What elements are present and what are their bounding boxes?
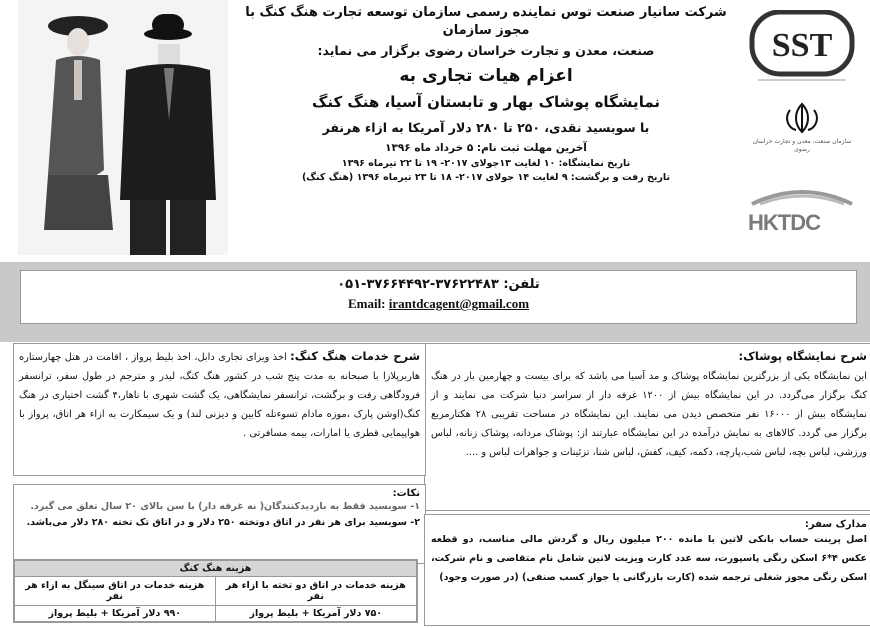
note-item-2: ۲- سوبسید برای هر نفر در اتاق دوتخته ۲۵۰ دلار و در اتاق تک تخته ۲۸۰ دلار می‌باشد.: [26, 517, 420, 528]
travel-dates: تاریخ رفت و برگشت: ۹ لغایت ۱۴ جولای ۲۰۱۷- ۱۸ تا ۲۳ تیرماه ۱۳۹۶ (هنگ کنگ): [301, 172, 671, 183]
email-link[interactable]: irantdcagent@gmail.com: [388, 296, 530, 311]
services-title: شرح خدمات هنگ کنگ:: [290, 349, 421, 363]
single-room-price: ۹۹۰ دلار آمریکا + بلیط پرواز: [15, 605, 216, 621]
sst-logo-text: SST: [771, 27, 833, 64]
fair-description-box: [424, 343, 870, 511]
phone-number: تلفن: ۳۷۶۲۲۴۸۳-۳۷۶۶۴۴۹۲-۰۵۱: [337, 277, 540, 292]
double-room-price: ۷۵۰ دلار آمریکا + بلیط پرواز: [215, 605, 416, 621]
double-room-label: هزینه خدمات در اتاق دو تخته با ازاء هر نفر: [215, 577, 416, 606]
registration-deadline: آخرین مهلت ثبت نام: ۵ خرداد ماه ۱۳۹۶: [385, 142, 587, 154]
hktdc-logo-text: HKTDC: [748, 210, 820, 235]
fashion-models-photo: [18, 0, 228, 255]
hktdc-logo: [748, 184, 856, 246]
services-box: [13, 343, 426, 476]
costs-title: هزینه هنگ کنگ: [15, 561, 417, 577]
services-body: اخذ ویزای تجاری دابل، اخذ بلیط پرواز ، اقامت در هتل چهارستاره هاربرپلازا با صبحانه به مدت پنج شب در کشور هنگ کنگ، لیدر و مترجم در طول سفر، ترانسفر فرودگاهی رفت و برگشت، ترانسفر نمایشگاهی، یک گشت شهری با ناهار،۴ گشت اختیاری در هنگ کنگ(اوشن پارک ،موزه مادام تسوءتله کابین و دیزنی لند) و یک سیمکارت به ازاء هر اتاق، پرواز با هواپیمایی قطری یا امارات، بیمه مسافرتی .: [19, 352, 420, 439]
travel-documents-body: اصل پرینت حساب بانکی لاتین با مانده ۲۰۰ میلیون ریال و گردش مالی مناسب، دو قطعه عکس ۴*۶ اسکن رنگی پاسپورت، سه عدد کارت ویزیت لاتین شامل نام متقاضی و نام شرکت، اسکن رنگی مجوز شغلی ترجمه شده (کارت بازرگانی یا جواز کسب صنفی) (در صورت وجود): [431, 534, 867, 583]
logos-column: [742, 6, 862, 246]
note-item-1: ۱- سوبسید فقط به بازدیدکنندگان( نه غرفه دار) با سن بالای ۲۰ سال تعلق می گیرد.: [30, 501, 420, 512]
email-line: [21, 296, 856, 312]
emblem-caption: سازمان صنعت، معدن و تجارت خراسان رضوی: [752, 138, 852, 153]
notes-title: نکات:: [392, 488, 420, 499]
delegation-heading: اعزام هیات تجاری به: [399, 66, 573, 86]
organizer-line-2: صنعت، معدن و تجارت خراسان رضوی برگزار می نماید:: [317, 43, 655, 58]
ministry-emblem: [752, 102, 852, 164]
single-room-label: هزینه خدمات در اتاق سینگل به ازاء هر نفر: [15, 577, 216, 606]
contact-box: [20, 270, 857, 324]
emblem-icon: [782, 102, 822, 134]
travel-documents-box: [424, 514, 870, 626]
sst-logo: [748, 10, 856, 84]
notes-box: [13, 484, 426, 564]
exhibition-name: نمایشگاه پوشاک بهار و تابستان آسیا، هنگ کنگ: [311, 93, 661, 111]
subsidy-line: با سوبسید نقدی، ۲۵۰ تا ۲۸۰ دلار آمریکا به ازاء هرنفر: [322, 120, 650, 135]
fair-description-title: شرح نمایشگاه پوشاک:: [738, 349, 867, 363]
organizer-line: شرکت سانیار صنعت توس نماینده رسمی سازمان توسعه تجارت هنگ کنگ با مجوز سازمان: [245, 5, 727, 38]
contact-band: [0, 262, 870, 342]
fair-description-body: این نمایشگاه یکی از بزرگترین نمایشگاه پوشاک و مد آسیا می باشد که برای بیست و چهارمین بار در هنگ کنگ برگزار می‌گردد. در این نمایشگاه بیش از ۱۲۰۰ غرفه دار از سراسر دنیا شرکت می نمایند و از نمایشگاه بیش از ۱۶۰۰۰ نفر متخصص دیدن می نمایند. این نمایشگاه در مساحت تقریبی ۲۸ هکتارمربع برگزار می گردد. کالاهای به نمایش درآمده در این نمایشگاه عبارتند از: پوشاک مردانه، پوشاک زنانه، لباس ورزشی، لباس بچه، لباس شب،پارچه، دکمه، کیف، کفش، لباس شنا، تزئینات و جواهرات لباس و ....: [431, 371, 867, 458]
email-label: Email:: [347, 296, 386, 311]
fair-dates: تاریخ نمایشگاه: ۱۰ لغایت ۱۳جولای ۲۰۱۷- ۱۹ تا ۲۲ تیرماه ۱۳۹۶: [341, 158, 631, 169]
header-text: [236, 4, 736, 185]
costs-table: [13, 559, 418, 623]
travel-documents-title: مدارک سفر:: [804, 519, 867, 530]
header-section: [0, 0, 870, 262]
